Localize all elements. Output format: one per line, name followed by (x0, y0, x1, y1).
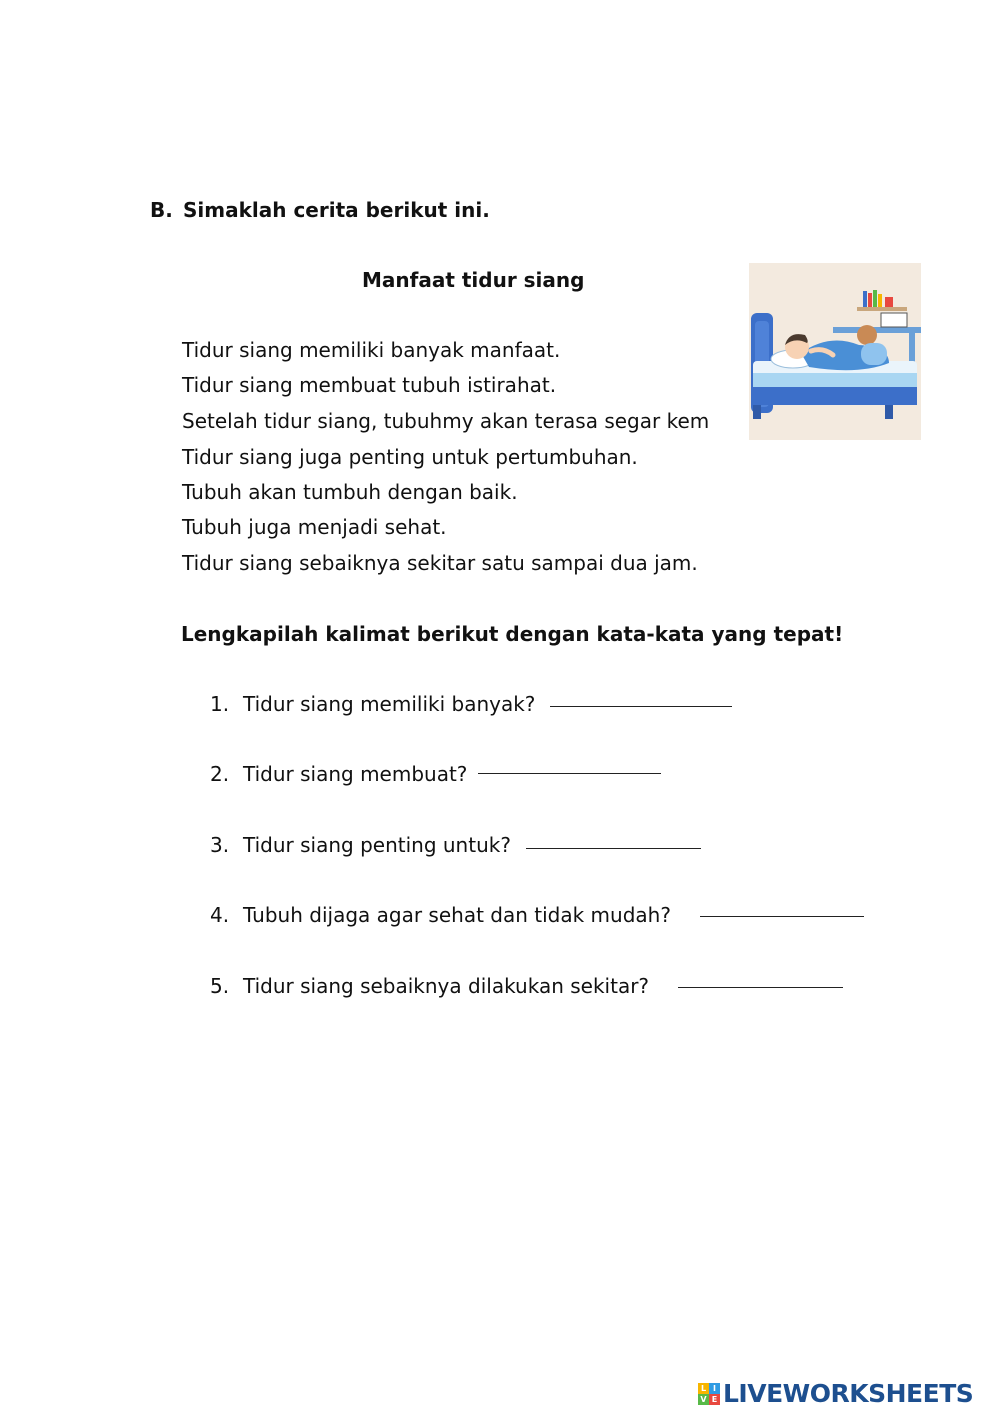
answer-line-3[interactable] (526, 848, 701, 849)
section-letter: B. (150, 198, 173, 222)
story-line: Tidur siang memiliki banyak manfaat. (182, 338, 561, 362)
logo-mark-icon (698, 1383, 720, 1405)
question-item (210, 903, 671, 927)
story-line: Tubuh akan tumbuh dengan baik. (182, 480, 518, 504)
question-item (210, 692, 535, 716)
question-item (210, 974, 649, 998)
story-title: Manfaat tidur siang (362, 268, 585, 292)
question-item (210, 833, 511, 857)
question-number: 5. (210, 974, 230, 998)
logo-text: LIVEWORKSHEETS (723, 1379, 974, 1408)
story-line: Tidur siang juga penting untuk pertumbuhan. (182, 445, 638, 469)
answer-line-1[interactable] (550, 706, 732, 707)
logo-mark-letter: V (698, 1394, 709, 1405)
logo-mark-letter: I (709, 1383, 720, 1394)
question-number: 1. (210, 692, 230, 716)
story-line: Tidur siang membuat tubuh istirahat. (182, 373, 557, 397)
logo-mark-letter: L (698, 1383, 709, 1394)
question-number: 2. (210, 762, 230, 786)
question-text: Tidur siang penting untuk? (243, 833, 511, 857)
question-text: Tubuh dijaga agar sehat dan tidak mudah? (243, 903, 671, 927)
task-instruction: Lengkapilah kalimat berikut dengan kata-kata yang tepat! (181, 622, 844, 646)
answer-line-2[interactable] (478, 773, 661, 774)
answer-line-4[interactable] (700, 916, 864, 917)
answer-line-5[interactable] (678, 987, 843, 988)
sleeping-child-illustration (749, 263, 921, 440)
story-line: Tubuh juga menjadi sehat. (182, 515, 447, 539)
section-instruction: Simaklah cerita berikut ini. (183, 198, 490, 222)
question-number: 4. (210, 903, 230, 927)
question-text: Tidur siang sebaiknya dilakukan sekitar? (243, 974, 650, 998)
question-text: Tidur siang membuat? (243, 762, 468, 786)
liveworksheets-logo (698, 1380, 973, 1408)
question-item (210, 762, 467, 786)
question-text: Tidur siang memiliki banyak? (243, 692, 536, 716)
story-line: Tidur siang sebaiknya sekitar satu sampai dua jam. (182, 551, 698, 575)
logo-mark-letter: E (709, 1394, 720, 1405)
story-line: Setelah tidur siang, tubuhmy akan terasa segar kem (182, 409, 710, 433)
question-number: 3. (210, 833, 230, 857)
